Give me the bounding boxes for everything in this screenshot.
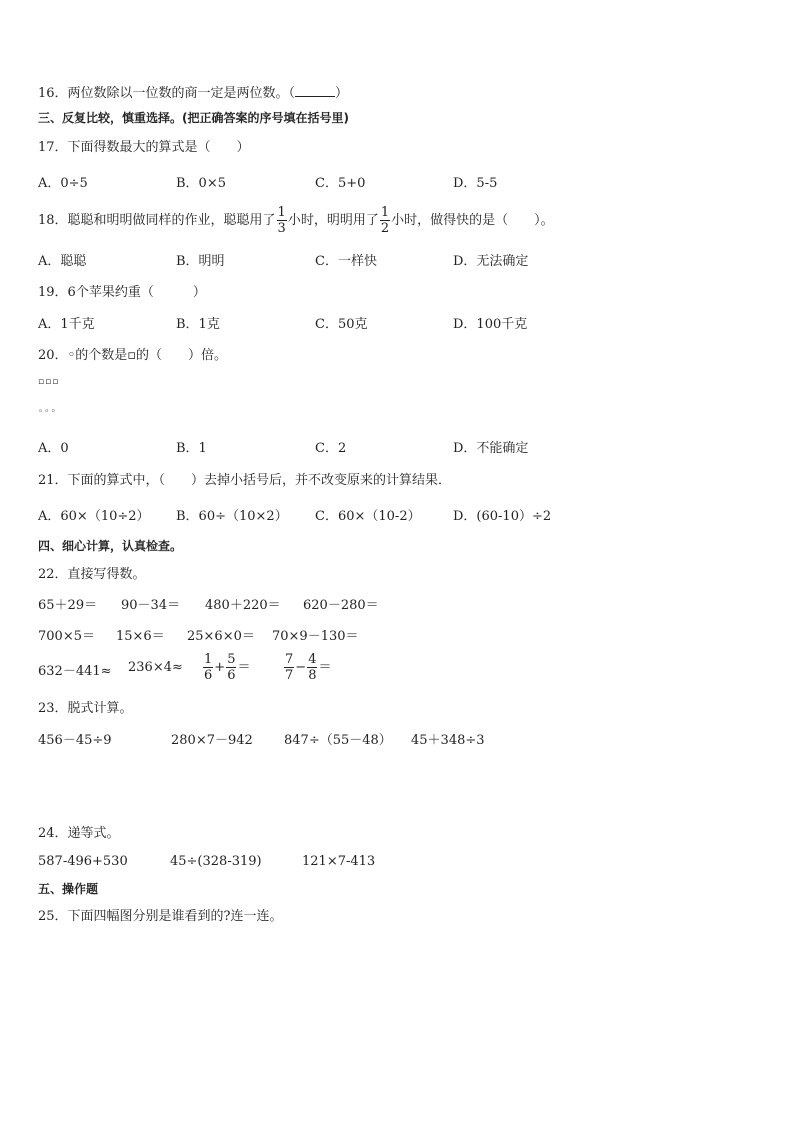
calc-item: 620－280＝ xyxy=(303,598,379,613)
question-24: 24．递等式。 xyxy=(38,826,120,841)
fraction: $\frac{1}{2}$ xyxy=(380,205,390,236)
question-16: 16．两位数除以一位数的商一定是两位数。（ ） xyxy=(38,86,349,101)
q20-option-c[interactable]: C．2 xyxy=(315,441,347,456)
question-20: 20．◦的个数是▫的（ ）倍。 xyxy=(38,348,228,363)
calc-item: 45÷(328-319) xyxy=(170,854,262,869)
fraction: $\frac{1}{6}$ xyxy=(204,652,213,683)
q19-option-b[interactable]: B．1克 xyxy=(176,317,220,332)
calc-item: 847÷（55－48） xyxy=(284,733,392,748)
q19-option-c[interactable]: C．50克 xyxy=(315,317,368,332)
calc-item: 587-496+530 xyxy=(38,854,128,869)
section-4-heading: 四、细心计算，认真检查。 xyxy=(38,539,183,553)
q18-option-d[interactable]: D．无法确定 xyxy=(453,254,529,269)
calc-item: 121×7-413 xyxy=(302,854,376,869)
q19-option-d[interactable]: D．100千克 xyxy=(453,317,528,332)
question-23: 23．脱式计算。 xyxy=(38,701,133,716)
q20-option-b[interactable]: B．1 xyxy=(176,441,207,456)
calc-item: 25×6×0＝ xyxy=(187,629,255,644)
fraction-expression: $\frac{1}{6}$ + $\frac{5}{6}$ ＝ xyxy=(204,652,251,683)
q17-option-a[interactable]: A．0÷5 xyxy=(38,176,88,191)
fraction: $\frac{7}{7}$ xyxy=(285,652,294,683)
q20-option-a[interactable]: A．0 xyxy=(38,441,69,456)
fraction: $\frac{1}{3}$ xyxy=(277,205,286,236)
circle-row: ◦◦◦ xyxy=(38,407,57,417)
q21-option-d[interactable]: D．(60-10）÷2 xyxy=(453,509,552,524)
q21-option-a[interactable]: A．60×（10÷2） xyxy=(38,509,150,524)
question-21: 21．下面的算式中，（ ）去掉小括号后，并不改变原来的计算结果． xyxy=(38,473,452,488)
q17-option-d[interactable]: D．5-5 xyxy=(453,176,498,191)
q18-option-a[interactable]: A．聪聪 xyxy=(38,254,87,269)
calc-item: 70×9－130＝ xyxy=(272,629,359,644)
section-3-heading: 三、反复比较，慎重选择。(把正确答案的序号填在括号里) xyxy=(38,111,349,125)
q17-option-b[interactable]: B．0×5 xyxy=(176,176,226,191)
calc-item: 480＋220＝ xyxy=(205,598,281,613)
question-18: 18．聪聪和明明做同样的作业，聪聪用了 $\frac{1}{3}$ 小时，明明用了 $\frac{1}{2}$ 小时，做得快的是（ ）。 xyxy=(38,205,554,236)
section-5-heading: 五、操作题 xyxy=(38,882,99,896)
question-17: 17．下面得数最大的算式是（ ） xyxy=(38,140,250,155)
square-row: ▫▫▫ xyxy=(38,377,60,387)
calc-item: 632－441≈ xyxy=(38,664,112,679)
question-19: 19．6个苹果约重（ ） xyxy=(38,285,206,300)
question-25: 25．下面四幅图分别是谁看到的?连一连。 xyxy=(38,909,283,924)
calc-item: 45＋348÷3 xyxy=(411,733,485,748)
q18-option-c[interactable]: C．一样快 xyxy=(315,254,377,269)
q21-option-c[interactable]: C．60×（10-2） xyxy=(315,509,421,524)
calc-item: 90－34＝ xyxy=(121,598,181,613)
question-22: 22．直接写得数。 xyxy=(38,567,146,582)
q20-option-d[interactable]: D．不能确定 xyxy=(453,441,529,456)
answer-blank[interactable] xyxy=(295,84,335,97)
calc-item: 236×4≈ xyxy=(128,660,183,675)
calc-item: 65＋29＝ xyxy=(38,598,98,613)
q18-option-b[interactable]: B．明明 xyxy=(176,254,225,269)
calc-item: 456－45÷9 xyxy=(38,733,112,748)
q19-option-a[interactable]: A．1千克 xyxy=(38,317,95,332)
fraction-expression: $\frac{7}{7}$ − $\frac{4}{8}$ ＝ xyxy=(285,652,332,683)
q21-option-b[interactable]: B．60÷（10×2） xyxy=(176,509,288,524)
fraction: $\frac{4}{8}$ xyxy=(308,652,317,683)
fraction: $\frac{5}{6}$ xyxy=(227,652,236,683)
q17-option-c[interactable]: C．5+0 xyxy=(315,176,366,191)
calc-item: 700×5＝ xyxy=(38,629,95,644)
calc-item: 280×7－942 xyxy=(171,733,253,748)
calc-item: 15×6＝ xyxy=(116,629,165,644)
